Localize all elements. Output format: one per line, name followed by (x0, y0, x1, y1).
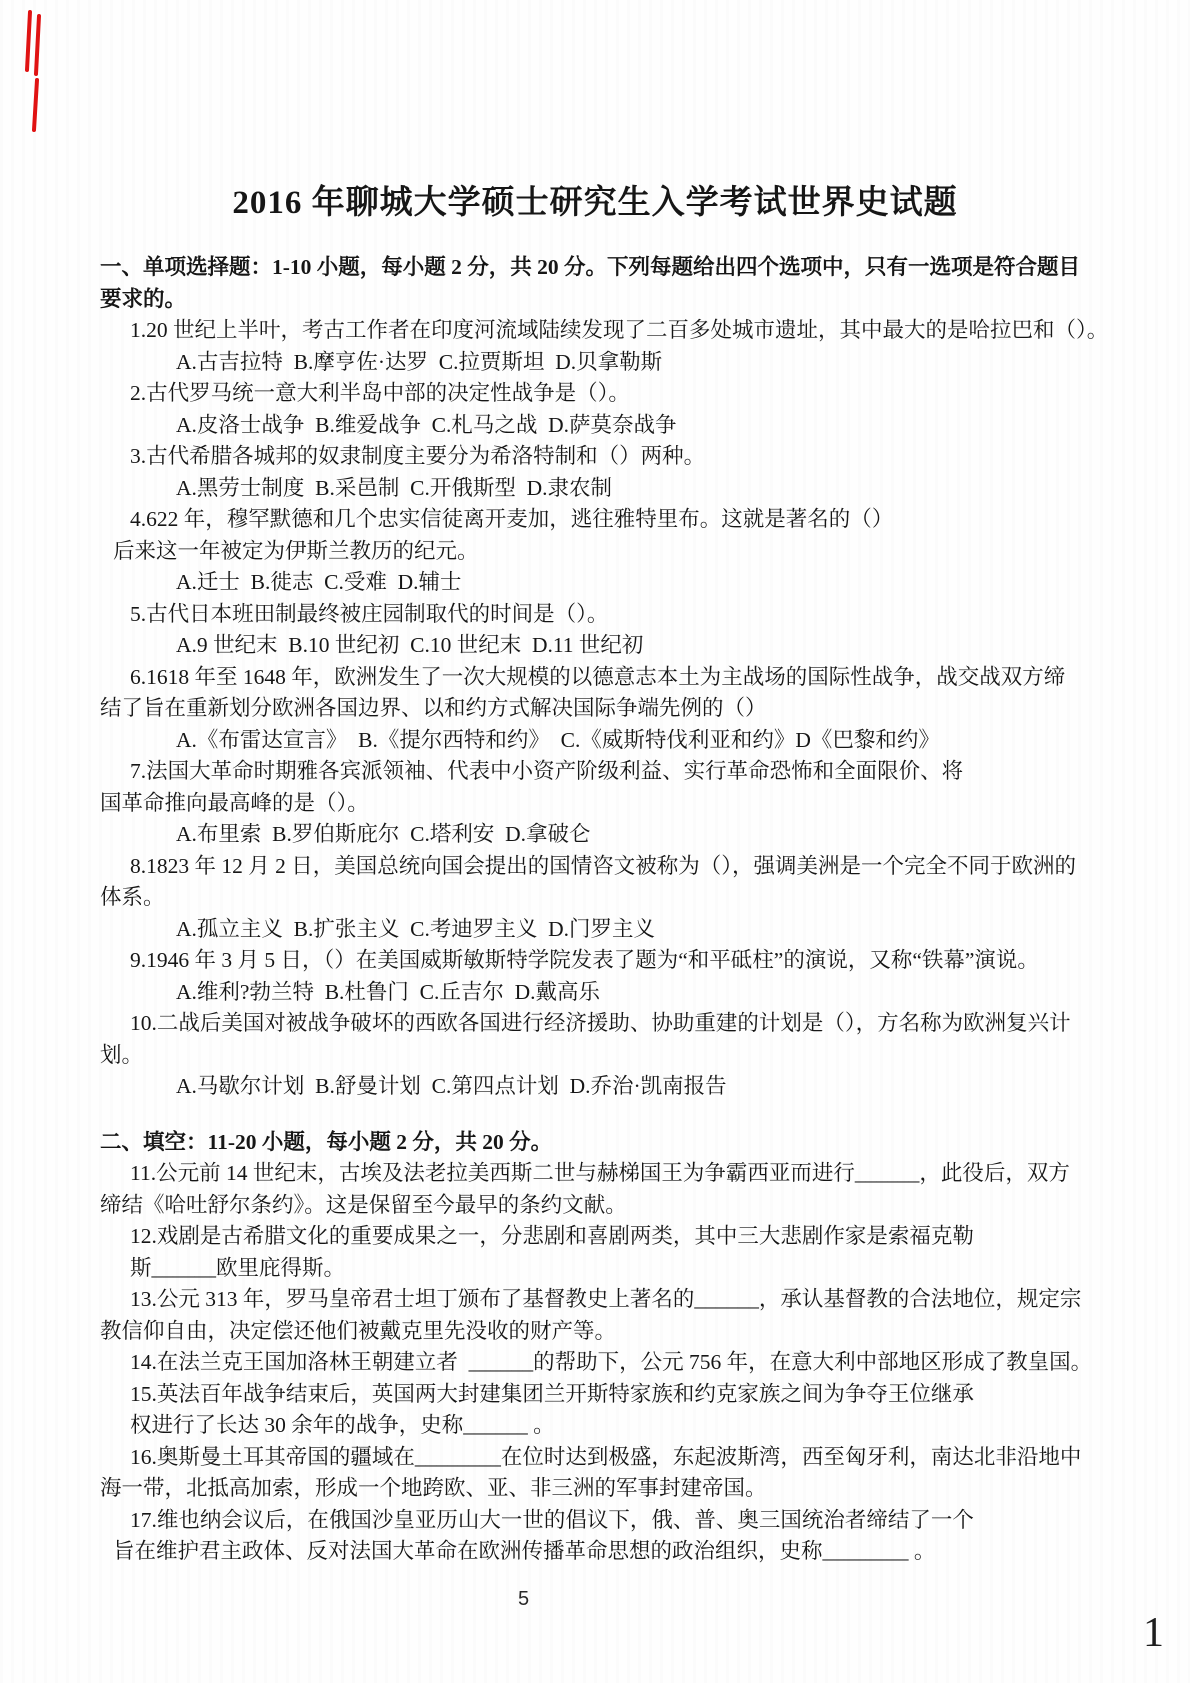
q17-line1: 17.维也纳会议后，在俄国沙皇亚历山大一世的倡议下，俄、普、奥三国统治者缔结了一个 (130, 1507, 974, 1532)
q14-line1: 14.在法兰克王国加洛林王朝建立者 ______的帮助下，公元 756 年，在意大利中部地区形成了教皇国。 (130, 1350, 1093, 1374)
q6-options: A.《布雷达宣言》 B.《提尔西特和约》 C.《威斯特伐利亚和约》D《巴黎和约》 (176, 727, 940, 752)
q8-line1: 8.1823 年 12 月 2 日，美国总统向国会提出的国情咨文被称为（），强调美洲是一个完全不同于欧洲的 (130, 853, 1077, 878)
q4-line1: 4.622 年，穆罕默德和几个忠实信徒离开麦加，逃往雅特里布。这就是著名的（） (130, 507, 894, 531)
q7-line1: 7.法国大革命时期雅各宾派领袖、代表中小资产阶级利益、实行革命恐怖和全面限价、将 (130, 759, 964, 783)
q16-line1: 16.奥斯曼土耳其帝国的疆域在________在位时达到极盛，东起波斯湾，西至匈牙利，南达北非沿地中 (130, 1444, 1082, 1469)
q4-line2: 后来这一年被定为伊斯兰教历的纪元。 (113, 538, 479, 563)
q1-options: A.古吉拉特 B.摩亨佐·达罗 C.拉贾斯坦 D.贝拿勒斯 (176, 349, 663, 374)
section2-heading: 二、填空：11-20 小题，每小题 2 分，共 20 分。 (100, 1129, 553, 1154)
document-body (100, 252, 1110, 1568)
q7-line2: 国革命推向最高峰的是（）。 (100, 790, 369, 815)
q5-options: A.9 世纪末 B.10 世纪初 C.10 世纪末 D.11 世纪初 (176, 633, 644, 657)
footer-page-number: 5 (518, 1588, 530, 1610)
red-pen-marks-icon (14, 4, 64, 144)
corner-page-number: 1 (1143, 1610, 1164, 1656)
q2-options: A.皮洛士战争 B.维爱战争 C.札马之战 D.萨莫奈战争 (176, 412, 677, 437)
q7-options: A.布里索 B.罗伯斯庇尔 C.塔利安 D.拿破仑 (176, 822, 591, 846)
q5-line1: 5.古代日本班田制最终被庄园制取代的时间是（）。 (130, 601, 609, 626)
q3-options: A.黑劳士制度 B.采邑制 C.开俄斯型 D.隶农制 (176, 475, 612, 500)
q10-line1: 10.二战后美国对被战争破坏的西欧各国进行经济援助、协助重建的计划是（），方名称为欧洲复兴计 (130, 1011, 1071, 1035)
q6-line2: 结了旨在重新划分欧洲各国边界、以和约方式解决国际争端先例的（） (100, 696, 767, 720)
q2-line1: 2.古代罗马统一意大利半岛中部的决定性战争是（）。 (130, 381, 630, 405)
q13-line2: 教信仰自由，决定偿还他们被戴克里先没收的财产等。 (100, 1318, 617, 1343)
q17-line2: 旨在维护君主政体、反对法国大革命在欧洲传播革命思想的政治组织，史称________ 。 (113, 1539, 936, 1563)
q4-options: A.迁士 B.徙志 C.受难 D.辅士 (176, 570, 462, 594)
q10-line2: 划。 (100, 1042, 144, 1067)
q11-line2: 缔结《哈吐舒尔条约》。这是保留至今最早的条约文献。 (100, 1192, 627, 1217)
q15-line1: 15.英法百年战争结束后，英国两大封建集团兰开斯特家族和约克家族之间为争夺王位继承 (130, 1381, 974, 1406)
q8-line2: 体系。 (100, 885, 165, 909)
q6-line1: 6.1618 年至 1648 年，欧洲发生了一次大规模的以德意志本土为主战场的国际性战争，战交战双方缔 (130, 664, 1066, 689)
section1-heading-line2: 要求的。 (100, 286, 187, 311)
q9-options: A.维利?勃兰特 B.杜鲁门 C.丘吉尔 D.戴高乐 (176, 979, 601, 1004)
q12-line1: 12.戏剧是古希腊文化的重要成果之一，分悲剧和喜剧两类，其中三大悲剧作家是索福克勒 (130, 1224, 974, 1248)
q10-options: A.马歇尔计划 B.舒曼计划 C.第四点计划 D.乔治·凯南报告 (176, 1074, 727, 1098)
q11-line1: 11.公元前 14 世纪末，古埃及法老拉美西斯二世与赫梯国王为争霸西亚而进行______，此役后，双方 (130, 1161, 1070, 1185)
q13-line1: 13.公元 313 年，罗马皇帝君士坦丁颁布了基督教史上著名的______，承认基督教的合法地位，规定宗 (130, 1287, 1082, 1311)
q12-line2: 斯______欧里庇得斯。 (130, 1255, 346, 1280)
q9-line1: 9.1946 年 3 月 5 日，（）在美国威斯敏斯特学院发表了题为“和平砥柱”的演说，又称“铁幕”演说。 (130, 948, 1039, 972)
page-title: 2016 年聊城大学硕士研究生入学考试世界史试题 (232, 185, 958, 221)
q15-line2: 权进行了长达 30 余年的战争，史称______ 。 (130, 1413, 555, 1437)
section1-heading-line1: 一、单项选择题：1-10 小题，每小题 2 分，共 20 分。下列每题给出四个选项中，只有一选项是符合题目 (100, 255, 1081, 279)
q3-line1: 3.古代希腊各城邦的奴隶制度主要分为希洛特制和（）两种。 (130, 444, 706, 468)
q1-line1: 1.20 世纪上半叶，考古工作者在印度河流域陆续发现了二百多处城市遗址，其中最大的是哈拉巴和（）。 (130, 318, 1109, 342)
q8-options: A.孤立主义 B.扩张主义 C.考迪罗主义 D.门罗主义 (176, 916, 655, 941)
q16-line2: 海一带，北抵高加索，形成一个地跨欧、亚、非三洲的军事封建帝国。 (100, 1476, 767, 1500)
